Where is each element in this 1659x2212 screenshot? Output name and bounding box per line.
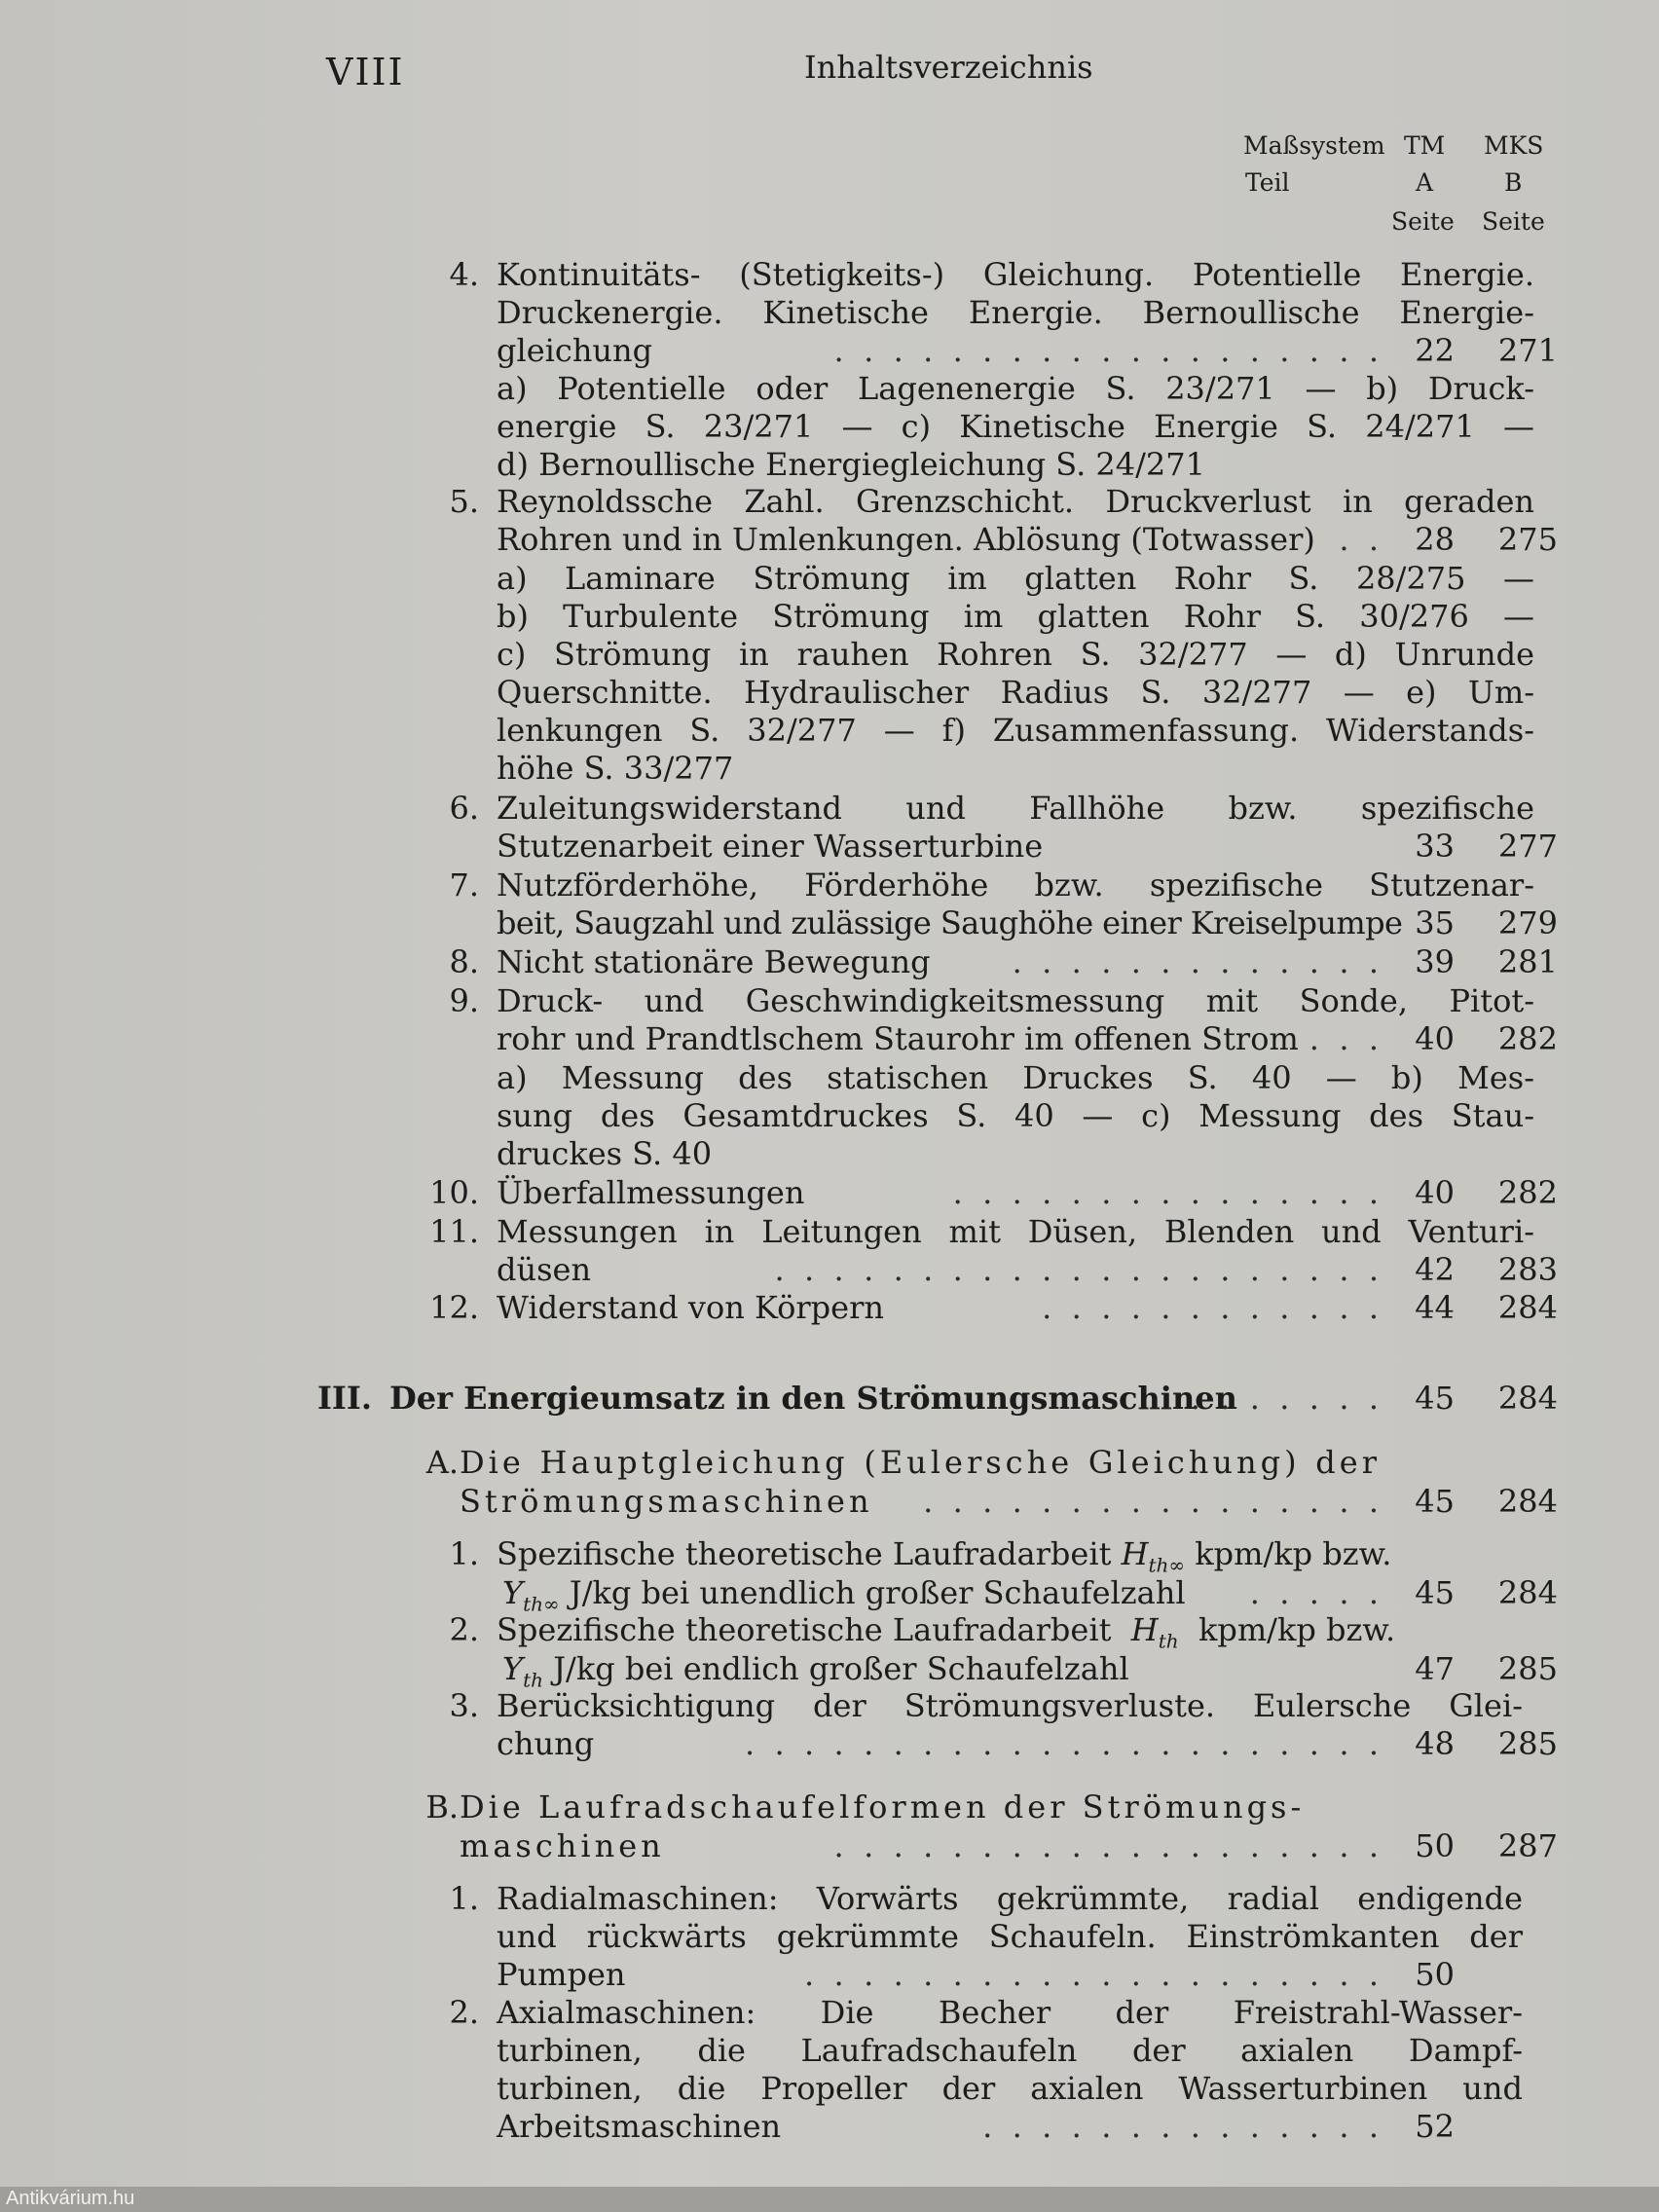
- page-ref-mks: 284: [1497, 1483, 1558, 1520]
- page-ref-tm: 35: [1415, 904, 1455, 941]
- page-ref-tm: 48: [1415, 1725, 1455, 1762]
- entry-text: rohr und Prandtlschem Staurohr im offenen Strom: [497, 1020, 1299, 1057]
- entry-number: 7.: [449, 866, 479, 903]
- entry-text: Druck- und Geschwindigkeitsmessung mit Sonde, Pitot-: [497, 982, 1534, 1019]
- toc-line: [0, 903, 1659, 942]
- page-ref-mks: 283: [1497, 1251, 1558, 1288]
- entry-text-part: J/kg bei endlich großer Schaufelzahl: [553, 1650, 1129, 1687]
- toc-line: [0, 1917, 1659, 1956]
- leader-dots: . . . . . . . . . . . . .: [1012, 943, 1379, 980]
- toc-subsection: [0, 1443, 1659, 1482]
- toc-entry: [0, 789, 1659, 828]
- entry-detail: a) Laminare Strömung im glatten Rohr S. 28/275 —: [497, 560, 1534, 597]
- toc-detail: [0, 749, 1659, 788]
- entry-text: turbinen, die Laufradschaufeln der axialen Dampf-: [497, 2032, 1523, 2069]
- entry-detail: a) Messung des statischen Druckes S. 40 — b) Mes-: [497, 1059, 1534, 1096]
- leader-dots: . . . . . . .: [1190, 1380, 1379, 1417]
- toc-detail: [0, 445, 1659, 484]
- toc-entry: [0, 981, 1659, 1020]
- page-ref-tm: 33: [1415, 828, 1455, 865]
- toc-entry: [0, 1288, 1659, 1327]
- bottom-edge: [0, 2187, 1659, 2212]
- leader-dots: . . . . . . . . . . . . . . . . . . . .: [804, 1956, 1379, 1993]
- column-a-unit: Seite: [1391, 207, 1455, 236]
- entry-number: 4.: [449, 256, 479, 293]
- entry-text: Stutzenarbeit einer Wasserturbine: [497, 828, 1044, 865]
- toc-detail: [0, 635, 1659, 674]
- entry-number: 1.: [449, 1535, 479, 1572]
- toc-line: [0, 1019, 1659, 1058]
- toc-line: [0, 2069, 1659, 2108]
- leader-dots: . . . . . . . . . . . . . . . . . . .: [833, 332, 1379, 369]
- page-ref-mks: 271: [1497, 332, 1558, 369]
- symbol-h: H: [1130, 1611, 1159, 1648]
- page-ref-mks: 284: [1497, 1289, 1558, 1326]
- leader-dots: . . . . . . . . . . . . . . . . . . .: [833, 1827, 1379, 1864]
- column-a-system: TM: [1404, 131, 1446, 160]
- page-ref-mks: 285: [1497, 1650, 1558, 1687]
- symbol-y: Y: [502, 1574, 524, 1611]
- entry-number: 6.: [449, 790, 479, 827]
- page-ref-mks: 284: [1497, 1380, 1558, 1417]
- watermark: Antikvárium.hu: [6, 2188, 135, 2209]
- entry-number: 8.: [449, 943, 479, 980]
- entry-text-part: Spezifische theoretische Laufradarbeit: [497, 1535, 1112, 1572]
- leader-dots: . . . . . . . . . . . . . . . . . . . . . .: [745, 1725, 1379, 1762]
- page-ref-mks: 287: [1497, 1827, 1558, 1864]
- toc-entry: [0, 1993, 1659, 2032]
- leader-dots: . . . . . . . . . . . . . . . .: [923, 1483, 1379, 1520]
- toc-line: [0, 1482, 1659, 1521]
- toc-line: [0, 1250, 1659, 1289]
- entry-detail: lenkungen S. 32/277 — f) Zusammenfassung. Widerstands-: [497, 712, 1534, 749]
- toc-entry: [0, 1610, 1659, 1653]
- page-ref-mks: 284: [1497, 1574, 1558, 1611]
- section-number: III.: [316, 1380, 372, 1417]
- entry-number: 1.: [449, 1880, 479, 1917]
- entry-text: und rückwärts gekrümmte Schaufeln. Einströmkanten der: [497, 1918, 1523, 1955]
- toc-line: [0, 293, 1659, 332]
- page-ref-tm: 42: [1415, 1251, 1455, 1288]
- subsection-number: B.: [425, 1788, 459, 1825]
- entry-number: 2.: [449, 1611, 479, 1648]
- entry-detail: Querschnitte. Hydraulischer Radius S. 32/277 — e) Um-: [497, 674, 1534, 711]
- toc-detail: [0, 673, 1659, 712]
- symbol-subscript: th: [523, 1668, 544, 1692]
- leader-dots: . . . . . . . . . . . . . . . . . . . . .: [774, 1251, 1379, 1288]
- entry-text: Nicht stationäre Bewegung: [497, 943, 931, 980]
- toc-entry: [0, 1879, 1659, 1918]
- toc-entry: [0, 255, 1659, 294]
- symbol-y: Y: [502, 1650, 524, 1687]
- page-ref-mks: 285: [1497, 1725, 1558, 1762]
- entry-text-part: kpm/kp bzw.: [1198, 1611, 1396, 1648]
- entry-number: 3.: [449, 1687, 479, 1724]
- entry-detail: a) Potentielle oder Lagenenergie S. 23/271 — b) Druck-: [497, 370, 1534, 407]
- entry-text: düsen: [497, 1251, 592, 1288]
- entry-text: Rohren und in Umlenkungen. Ablösung (Totwasser): [497, 521, 1315, 558]
- column-b-part: B: [1504, 168, 1523, 197]
- entry-detail: energie S. 23/271 — c) Kinetische Energie S. 24/271 —: [497, 408, 1534, 445]
- page-ref-tm: 50: [1415, 1956, 1455, 1993]
- toc-entry: [0, 866, 1659, 904]
- subsection-title: Strömungsmaschinen: [460, 1483, 873, 1520]
- leader-dots: . . . . . . . . . . . .: [1042, 1289, 1379, 1326]
- toc-line: [0, 2031, 1659, 2070]
- toc-entry: [0, 1173, 1659, 1212]
- symbol-subscript: th∞: [523, 1592, 560, 1616]
- page-ref-tm: 22: [1415, 332, 1455, 369]
- toc-line: [0, 827, 1659, 866]
- toc-line: [0, 1649, 1659, 1692]
- symbol-subscript: th: [1158, 1629, 1179, 1653]
- entry-text: chung: [497, 1725, 595, 1762]
- entry-text: Radialmaschinen: Vorwärts gekrümmte, radial endigende: [497, 1880, 1523, 1917]
- page-ref-tm: 40: [1415, 1174, 1455, 1211]
- page-ref-tm: 45: [1415, 1574, 1455, 1611]
- entry-text: Nutzförderhöhe, Förderhöhe bzw. spezifische Stutzenar-: [497, 866, 1534, 903]
- entry-text-part: Spezifische theoretische Laufradarbeit: [497, 1611, 1112, 1648]
- column-label-system: Maßsystem: [1243, 131, 1385, 160]
- symbol-h: H: [1121, 1535, 1149, 1572]
- entry-number: 11.: [429, 1213, 479, 1250]
- entry-text: Zuleitungswiderstand und Fallhöhe bzw. spezifische: [497, 790, 1534, 827]
- entry-text: Druckenergie. Kinetische Energie. Bernoullische Energie-: [497, 294, 1534, 331]
- entry-text-part: J/kg bei unendlich großer Schaufelzahl: [569, 1574, 1186, 1611]
- leader-dots: . .: [1339, 521, 1379, 558]
- page-ref-tm: 45: [1415, 1483, 1455, 1520]
- toc-detail: [0, 407, 1659, 446]
- page-number: VIII: [326, 51, 405, 93]
- page-title: Inhaltsverzeichnis: [804, 49, 1093, 86]
- page-ref-mks: 275: [1497, 521, 1558, 558]
- leader-dots: . . .: [1309, 1020, 1379, 1057]
- entry-detail: höhe S. 33/277: [497, 750, 734, 787]
- page-ref-mks: 281: [1497, 943, 1558, 980]
- entry-number: 9.: [449, 982, 479, 1019]
- entry-text: Arbeitsmaschinen: [497, 2108, 782, 2145]
- toc-section: [0, 1379, 1659, 1418]
- page-ref-tm: 47: [1415, 1650, 1455, 1687]
- entry-number: 10.: [429, 1174, 479, 1211]
- entry-number: 2.: [449, 1994, 479, 2031]
- entry-detail: d) Bernoullische Energiegleichung S. 24/271: [497, 446, 1205, 483]
- entry-number: 5.: [449, 483, 479, 520]
- column-a-part: A: [1416, 168, 1434, 197]
- column-b-system: MKS: [1484, 131, 1544, 160]
- page-ref-mks: 282: [1497, 1020, 1558, 1057]
- entry-text: Messungen in Leitungen mit Düsen, Blenden und Venturi-: [497, 1213, 1534, 1250]
- page-ref-mks: 277: [1497, 828, 1558, 865]
- leader-dots: . . . . .: [1249, 1574, 1379, 1611]
- toc-detail: [0, 597, 1659, 636]
- page-ref-mks: 279: [1497, 904, 1558, 941]
- toc-line: [0, 1826, 1659, 1865]
- toc-detail: [0, 711, 1659, 750]
- entry-detail: b) Turbulente Strömung im glatten Rohr S. 30/276 —: [497, 598, 1534, 635]
- toc-line: [0, 2107, 1659, 2146]
- column-label-part: Teil: [1245, 168, 1290, 197]
- entry-text: Überfallmessungen: [497, 1174, 805, 1211]
- toc-line: [0, 520, 1659, 559]
- column-b-unit: Seite: [1482, 207, 1545, 236]
- toc-line: [0, 1573, 1659, 1616]
- entry-text: Pumpen: [497, 1956, 626, 1993]
- entry-text: turbinen, die Propeller der axialen Wasserturbinen und: [497, 2070, 1523, 2107]
- entry-text: Kontinuitäts- (Stetigkeits-) Gleichung. Potentielle Energie.: [497, 256, 1534, 293]
- subsection-number: A.: [425, 1444, 459, 1481]
- leader-dots: . . . . . . . . . . . . . .: [982, 2108, 1379, 2145]
- toc-line: [0, 1724, 1659, 1763]
- toc-subsection: [0, 1788, 1659, 1826]
- entry-text: gleichung: [497, 332, 653, 369]
- page-ref-tm: 40: [1415, 1020, 1455, 1057]
- entry-text: Axialmaschinen: Die Becher der Freistrahl-Wasser-: [497, 1994, 1523, 2031]
- entry-detail: c) Strömung in rauhen Rohren S. 32/277 — d) Unrunde: [497, 636, 1534, 673]
- toc-line: [0, 1955, 1659, 1994]
- toc-entry: [0, 1534, 1659, 1577]
- section-title: Der Energieumsatz in den Strömungsmaschinen: [389, 1380, 1237, 1417]
- entry-text: Berücksichtigung der Strömungsverluste. Eulersche Glei-: [497, 1687, 1523, 1724]
- subsection-title: Die Hauptgleichung (Eulersche Gleichung) der: [460, 1444, 1381, 1481]
- entry-number: 12.: [429, 1289, 479, 1326]
- leader-dots: . . . . . . . . . . . . . . .: [952, 1174, 1379, 1211]
- toc-detail: [0, 1134, 1659, 1173]
- toc-entry: [0, 482, 1659, 521]
- toc-entry: [0, 1686, 1659, 1725]
- entry-detail: druckes S. 40: [497, 1135, 713, 1172]
- page-ref-mks: 282: [1497, 1174, 1558, 1211]
- page-ref-tm: 44: [1415, 1289, 1455, 1326]
- entry-text-part: kpm/kp bzw.: [1195, 1535, 1392, 1572]
- toc-detail: [0, 1096, 1659, 1135]
- entry-detail: sung des Gesamtdruckes S. 40 — c) Messung des Stau-: [497, 1097, 1534, 1134]
- page-ref-tm: 28: [1415, 521, 1455, 558]
- toc-detail: [0, 369, 1659, 408]
- symbol-subscript: th∞: [1148, 1553, 1186, 1577]
- toc-entry: [0, 1212, 1659, 1251]
- subsection-title: Die Laufradschaufelformen der Strömungs-: [460, 1788, 1306, 1825]
- page-ref-tm: 45: [1415, 1380, 1455, 1417]
- page-ref-tm: 52: [1415, 2108, 1455, 2145]
- toc-detail: [0, 1058, 1659, 1097]
- page-ref-tm: 50: [1415, 1827, 1455, 1864]
- page-ref-tm: 39: [1415, 943, 1455, 980]
- entry-text: Reynoldssche Zahl. Grenzschicht. Druckverlust in geraden: [497, 483, 1534, 520]
- subsection-title: maschinen: [460, 1827, 665, 1864]
- toc-line: [0, 331, 1659, 370]
- toc-detail: [0, 559, 1659, 598]
- entry-text: beit, Saugzahl und zulässige Saughöhe einer Kreiselpumpe: [497, 904, 1403, 941]
- toc-entry: [0, 942, 1659, 981]
- entry-text: Widerstand von Körpern: [497, 1289, 884, 1326]
